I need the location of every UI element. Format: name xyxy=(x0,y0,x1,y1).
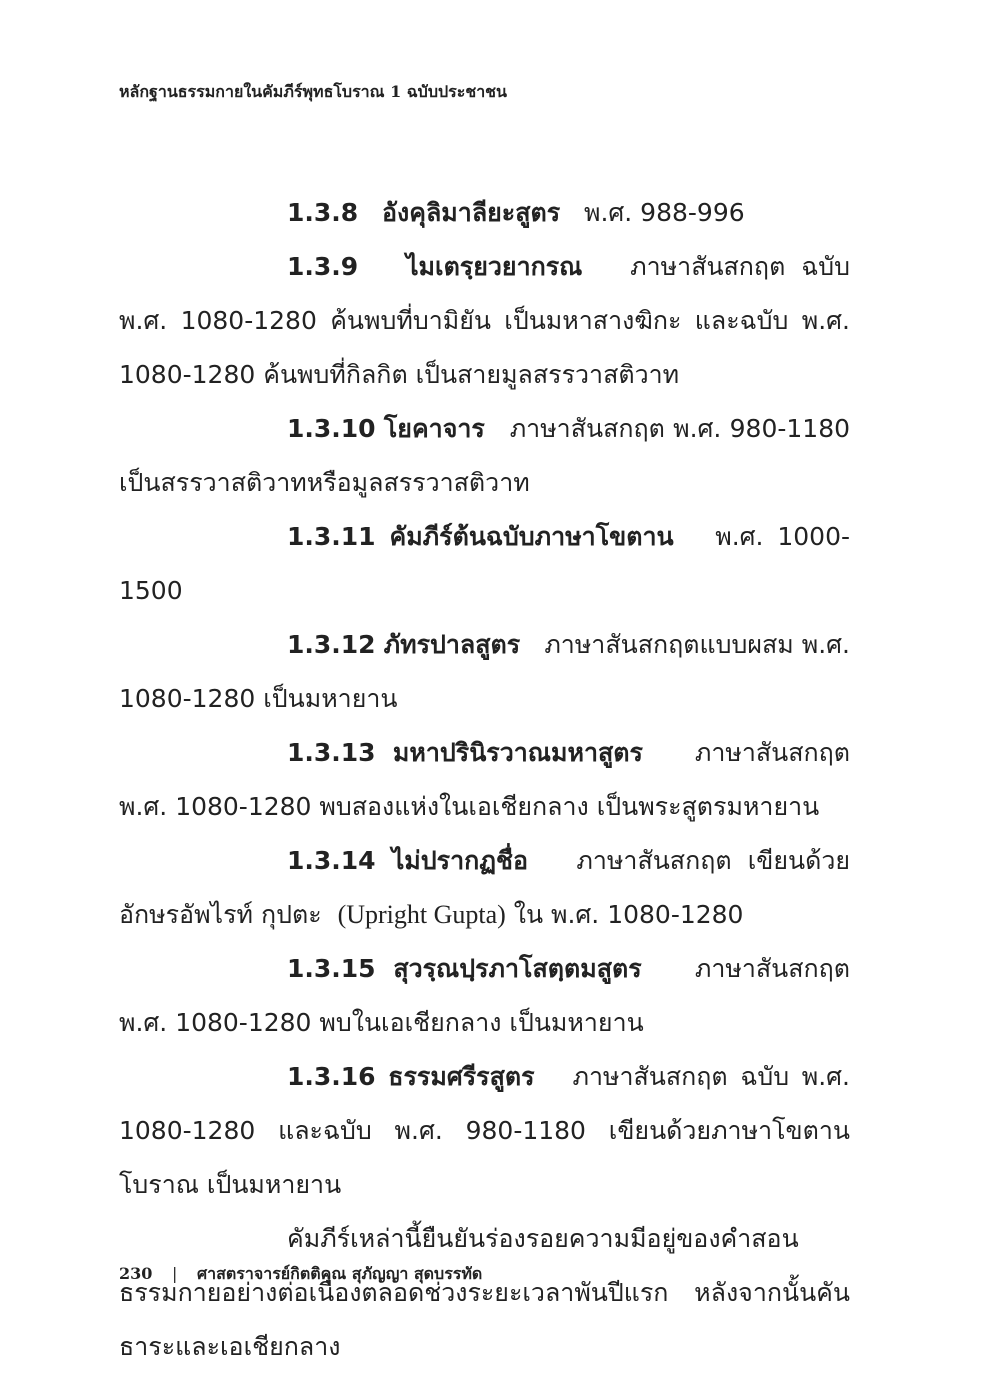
item-text: ใน พ.ศ. 1080-1280 xyxy=(513,900,744,929)
footer-separator: | xyxy=(171,1264,178,1283)
list-item xyxy=(119,834,850,942)
item-number: 1.3.13 xyxy=(287,738,376,767)
item-title: ไม่ปรากฏชื่อ xyxy=(391,846,529,875)
item-number: 1.3.11 xyxy=(287,522,376,551)
item-title: อังคุลิมาลียะสูตร xyxy=(382,198,561,227)
list-item xyxy=(119,402,850,510)
list-item xyxy=(119,186,850,240)
item-number: 1.3.15 xyxy=(287,954,376,983)
list-item xyxy=(119,618,850,726)
item-text: ภาษาสันสกฤตแบบผสม พ.ศ. 1080-1280 เป็นมหายาน xyxy=(119,630,850,713)
item-title: ไมเตรฺยวยากรณ xyxy=(405,252,583,281)
item-number: 1.3.8 xyxy=(287,198,359,227)
item-title: มหาปรินิรวาณมหาสูตร xyxy=(392,738,643,767)
item-text: พ.ศ. 1000-1500 xyxy=(119,522,850,605)
item-text: ภาษาสันสกฤต เขียนด้วยอักษรอัพไรท์ กุปตะ xyxy=(119,846,850,929)
item-title: ธรรมศรีรสูตร xyxy=(388,1062,535,1091)
item-text: ภาษาสันสกฤต พ.ศ. 1080-1280 พบสองแห่งในเอเชียกลาง เป็นพระสูตรมหายาน xyxy=(119,738,851,821)
page-number: 230 xyxy=(119,1264,153,1283)
list-item xyxy=(119,726,850,834)
item-text: ภาษาสันสกฤต ฉบับ พ.ศ. 1080-1280 ค้นพบที่บามิยัน เป็นมหาสางฆิกะ และฉบับ พ.ศ. 1080-1280 ค้นพบที่กิลกิต เป็นสายมูลสรรวาสติวาท xyxy=(119,252,850,389)
page-body xyxy=(119,186,850,1374)
item-latin-term: (Upright Gupta) xyxy=(337,900,506,929)
item-number: 1.3.12 xyxy=(287,630,376,659)
item-title: ภัทรปาลสูตร xyxy=(383,630,521,659)
running-header: หลักฐานธรรมกายในคัมภีร์พุทธโบราณ 1 ฉบับประชาชน xyxy=(119,82,507,101)
item-number: 1.3.10 xyxy=(287,414,376,443)
item-text: พ.ศ. 988-996 xyxy=(583,198,745,227)
closing-paragraph: คัมภีร์เหล่านี้ยืนยันร่องรอยความมีอยู่ของคำสอนธรรมกายอย่างต่อเนื่องตลอดช่วงระยะเวลาพันปีแรก หลังจากนั้นคันธาระและเอเชียกลาง xyxy=(119,1224,850,1361)
item-text: ภาษาสันสกฤต พ.ศ. 1080-1280 พบในเอเชียกลาง เป็นมหายาน xyxy=(119,954,851,1037)
item-number: 1.3.9 xyxy=(287,252,359,281)
page-footer xyxy=(119,1262,482,1287)
item-text: ภาษาสันสกฤต ฉบับ พ.ศ. 1080-1280 และฉบับ พ.ศ. 980-1180 เขียนด้วยภาษาโขตานโบราณ เป็นมหายาน xyxy=(119,1062,850,1199)
list-item xyxy=(119,1050,850,1212)
item-number: 1.3.16 xyxy=(287,1062,376,1091)
item-title: สุวรฺณปฺรภาโสตฺตมสูตร xyxy=(393,954,642,983)
item-text: ภาษาสันสกฤต พ.ศ. 980-1180 เป็นสรรวาสติวาทหรือมูลสรรวาสติวาท xyxy=(119,414,851,497)
list-item xyxy=(119,942,850,1050)
author-name: ศาสตราจารย์กิตติคุณ สุภัญญา สุดบรรทัด xyxy=(196,1264,483,1283)
item-number: 1.3.14 xyxy=(287,846,376,875)
item-title: โยคาจาร xyxy=(383,414,485,443)
list-item xyxy=(119,510,850,618)
list-item xyxy=(119,240,850,402)
item-title: คัมภีร์ต้นฉบับภาษาโขตาน xyxy=(389,522,674,551)
